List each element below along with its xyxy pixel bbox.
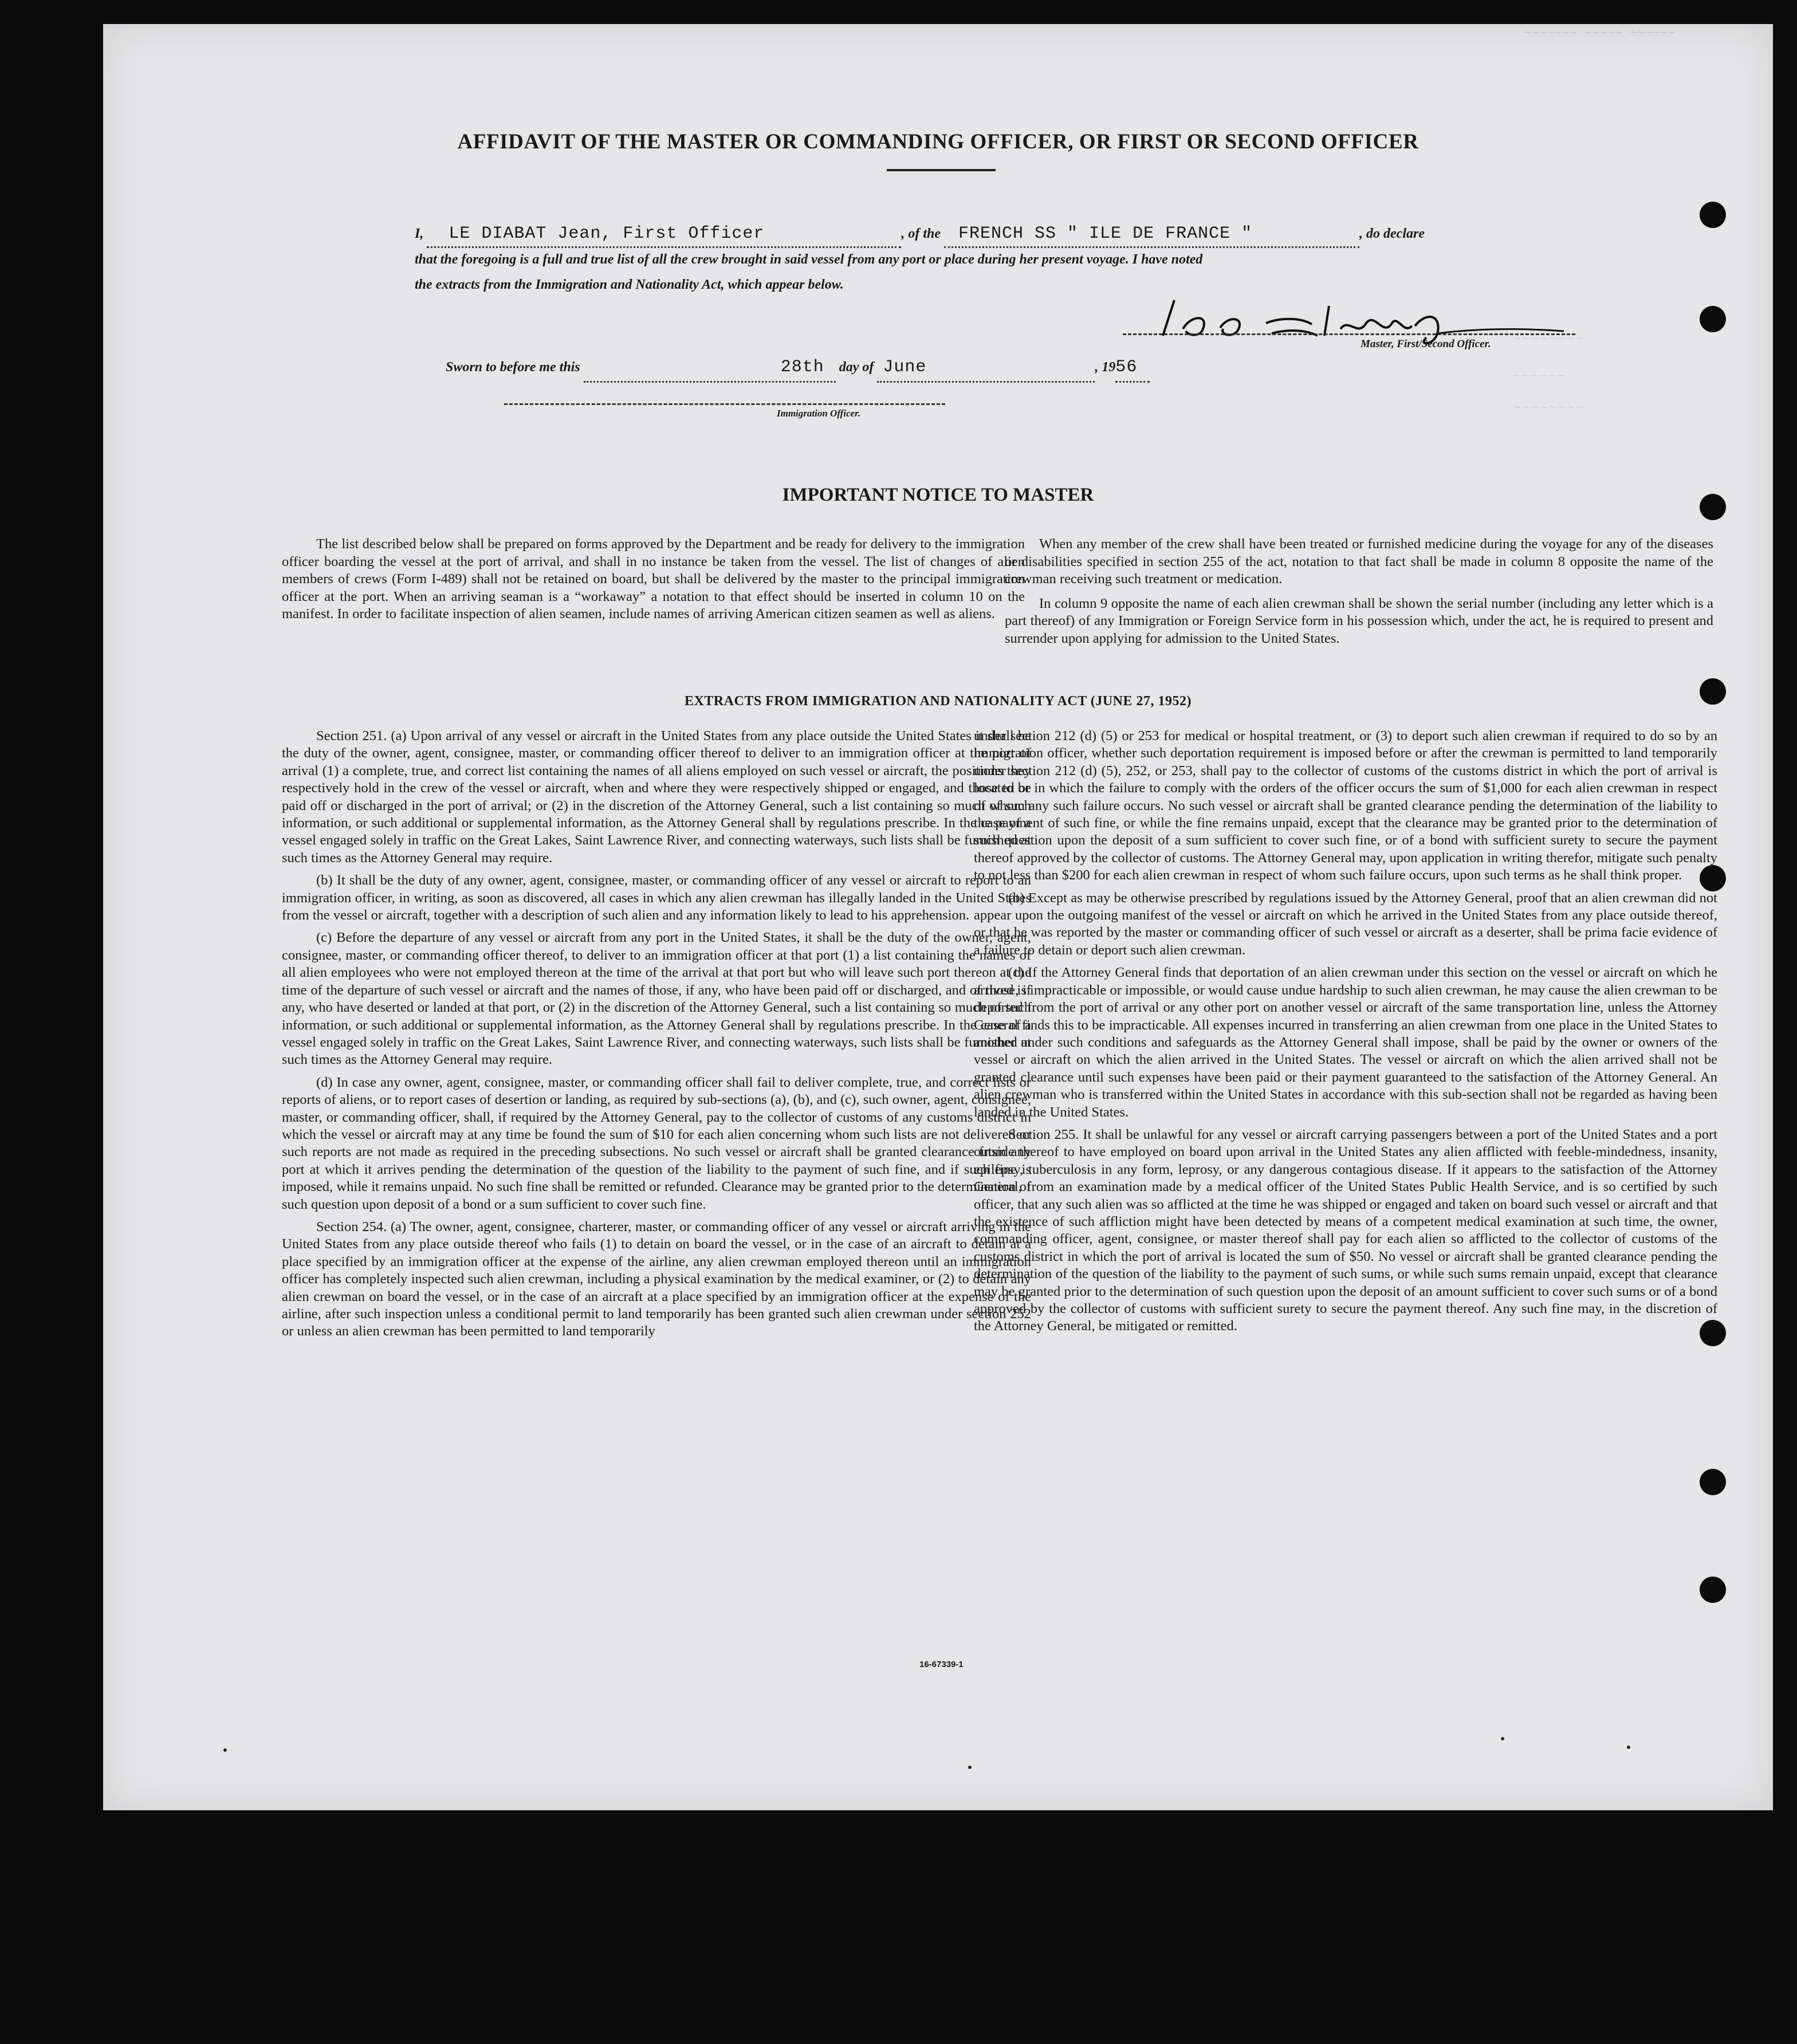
extract-paragraph: (c) If the Attorney General finds that deportation of an alien crewman under this section on the vessel or aircraft on which he arrived is impracticable or impossible, or would cause undue hardship to such alien crewman, he may cause the alien crewman to be deported from the port of arrival or any other port on another vessel or aircraft of the same transportation line, unless the Attorney General finds this to be impracticable. All expenses incurred in transferring an alien crewman from one place in the United States to another under such conditions and safeguards as the Attorney General shall impose, shall be paid by the owner or owners of the vessel or aircraft on which the alien arrived in the United States. The vessel or aircraft on which the alien arrived shall not be granted clearance until such expenses have been paid or their payment guaranteed to the satisfaction of the Attorney General. An alien crewman who is transferred within the United States in accordance with this sub-section shall not be regarded as having been landed in the United States. (974, 965, 1717, 1120)
speck (1501, 1737, 1504, 1740)
bleed-through-text: ~~~~~~~~ (1512, 399, 1584, 416)
notice-paragraph: In column 9 opposite the name of each alien crewman shall be shown the serial number (including any letter which is a part thereof) of any Immigration or Foreign Service form in his possession which, under the act, he is required to present and surrender upon applying for admission to the United States. (1005, 595, 1713, 646)
officer-title-label: Master, First/Second Officer. (1360, 338, 1491, 350)
immigration-officer-label: Immigration Officer. (777, 408, 861, 419)
extracts-left-column (282, 728, 1031, 1341)
bleed-through-text: ~~~~~~ (1512, 368, 1566, 385)
signature-line (1123, 333, 1575, 335)
extract-paragraph: (d) In case any owner, agent, consignee, master, or commanding officer shall fail to deliver complete, true, and correct lists or reports of aliens, or to report cases of desertion or landing, as required by sub-sections (a), (b), and (c), such owner, agent, consignee, master, or commanding officer, shall, if required by the Attorney General, pay to the collector of customs of any customs district in which the vessel or aircraft may at any time be found the sum of $10 for each alien concerning whom such lists are not delivered or such reports are not made as required in the preceding subsections. No such vessel or aircraft shall be granted clearance from any port at which it arrives pending the determination of the question of the liability to the payment of such fine, and if such fine is imposed, while it remains unpaid. No such fine shall be remitted or refunded. Clearance may be granted prior to the determination of such question upon deposit of a bond or a sum sufficient to cover such fine. (282, 1074, 1031, 1212)
extract-paragraph: under section 212 (d) (5) or 253 for medical or hospital treatment, or (3) to deport such alien crewman if required to do so by an immigration officer, whether such deportation requirement is imposed before or after the crewman is permitted to land temporarily under section 212 (d) (5), 252, or 253, shall pay to the collector of customs of the customs district in which the port of arrival is located or in which the failure to comply with the orders of the officer occurs the sum of $1,000 for each alien crewman in respect of whom any such failure occurs. No such vessel or aircraft shall be granted clearance pending the determination of the liability to the payment of such fine, or while the fine remains unpaid, except that the clearance may be granted prior to the determination of such question upon the deposit of a sum sufficient to cover such fine, or of a bond with sufficient surety to secure the payment thereof approved by the collector of customs. The Attorney General may, upon application in writing therefor, mitigate such penalty to not less than $200 for each alien crewman in respect of whom such failure occurs, upon such terms as he shall think proper. (974, 728, 1717, 883)
bleed-through-text: ~~~~~~~~ (1512, 331, 1584, 348)
punch-hole (1700, 202, 1726, 228)
speck (968, 1766, 972, 1769)
speck (1627, 1746, 1630, 1749)
sworn-prefix: Sworn to before me this (446, 360, 580, 375)
vessel-name-value: FRENCH SS " ILE DE FRANCE " (958, 224, 1253, 243)
document-page (103, 24, 1773, 1810)
notice-paragraph: The list described below shall be prepared on forms approved by the Department and be ready for delivery to the immigration officer boarding the vessel at the port of arrival, and shall in no instance be taken from the vessel. The list of changes of alien members of crews (Form I-489) shall not be retained on board, but shall be delivered by the master to the principal immigration officer at the port. When an arriving seaman is a “workaway” a notation to that effect should be inserted in column 10 on the manifest. In order to facilitate inspection of alien seamen, include names of arriving American citizen seamen as well as aliens. (282, 536, 1025, 622)
sworn-month-value: June (883, 357, 927, 377)
affidavit-title: AFFIDAVIT OF THE MASTER OR COMMANDING OFFICER, OR FIRST OR SECOND OFFICER (457, 130, 1419, 154)
officer-signature (1128, 283, 1575, 346)
year-prefix-label: , 19 (1095, 360, 1116, 375)
of-the-label: , of the (901, 226, 941, 241)
immigration-officer-line (504, 403, 945, 405)
extract-paragraph: Section 251. (a) Upon arrival of any vessel or aircraft in the United States from any place outside the United States it shall be the duty of the owner, agent, consignee, master, or commanding officer thereof to deliver to an immigration officer at the port of arrival (1) a complete, true, and correct list containing the names of all aliens employed on such vessel or aircraft, the positions they respectively hold in the crew of the vessel or aircraft, when and where they were respectively shipped or engaged, and those to be paid off or discharged in the port of arrival; or (2) in the discretion of the Attorney General, such a list containing so much of such information, or such additional or supplemental information, as the Attorney General shall by regulations prescribe. In the case of a vessel engaged solely in traffic on the Great Lakes, Saint Lawrence River, and connecting waterways, such lists shall be furnished at such times as the Attorney General may require. (282, 728, 1031, 866)
sworn-day-field (584, 353, 836, 383)
declaration-line-1 (415, 222, 1583, 248)
extracts-right-column (974, 728, 1717, 1335)
sworn-year-value: 56 (1115, 357, 1138, 377)
sworn-month-field (877, 353, 1095, 383)
punch-hole (1700, 1577, 1726, 1603)
extracts-heading: EXTRACTS FROM IMMIGRATION AND NATIONALITY ACT (JUNE 27, 1952) (685, 694, 1192, 709)
do-declare-label: , do declare (1359, 226, 1425, 241)
declaration-line-3: the extracts from the Immigration and Nationality Act, which appear below. (415, 277, 844, 292)
extract-paragraph: (c) Before the departure of any vessel or aircraft from any port in the United States, it shall be the duty of the owner, agent, consignee, master, or commanding officer thereof, to deliver to an immigration officer at that port (1) a list containing the names of all alien employees who were not employed thereon at the time of the arrival at that port but who will leave such port thereon at the time of the departure of such vessel or aircraft and the names of those, if any, who have been paid off or discharged, and of those, if any, who have deserted or landed at that port, or (2) in the discretion of the Attorney General, such a list containing so much of such information, or such additional or supplemental information, as the Attorney General shall by regulations prescribe. In the case of a vessel engaged solely in traffic on the Great Lakes, Saint Lawrence River, and connecting waterways, such lists shall be furnished at such times as the Attorney General may require. (282, 930, 1031, 1068)
form-number: 16-67339-1 (919, 1660, 964, 1669)
vessel-name-field (944, 222, 1359, 248)
punch-hole (1700, 1469, 1726, 1495)
notice-right-column (1005, 536, 1713, 648)
extract-paragraph: Section 254. (a) The owner, agent, consignee, charterer, master, or commanding officer of any vessel or aircraft arriving in the United States from any place outside thereof who fails (1) to detain on board the vessel, or in the case of an aircraft to detain at a place specified by an immigration officer at the expense of the airline, any alien crewman employed thereon until an immigration officer has completely inspected such alien crewman, including a physical examination by the medical examiner, or (2) to detain any alien crewman on board the vessel, or in the case of an aircraft at a place specified by an immigration officer at the expense of the airline, after such inspection unless a conditional permit to land temporarily has been granted such alien crewman under section 252 or unless an alien crewman has been permitted to land temporarily (282, 1218, 1031, 1339)
officer-name-value: LE DIABAT Jean, First Officer (449, 224, 765, 243)
sworn-line (446, 353, 1150, 383)
sworn-day-value: 28th (780, 357, 824, 377)
extract-paragraph: (b) Except as may be otherwise prescribed by regulations issued by the Attorney General, proof that an alien crewman did not appear upon the outgoing manifest of the vessel or aircraft on which he arrived in the United States from any place outside thereof, or that he was reported by the master or commanding officer of such vessel or aircraft as a deserter, shall be prima facie evidence of a failure to detain or deport such alien crewman. (974, 890, 1717, 958)
extract-paragraph: (b) It shall be the duty of any owner, agent, consignee, master, or commanding officer of any vessel or aircraft to report to an immigration officer, in writing, as soon as discovered, all cases in which any alien crewman has illegally landed in the United States from the vessel or aircraft, together with a description of such alien and any information likely to lead to his apprehension. (282, 872, 1031, 923)
sworn-year-field (1115, 353, 1150, 383)
day-of-label: day of (839, 360, 874, 375)
bleed-through-text: ~~~~~~~ ~~~~~ ~~~~~~ (1524, 26, 1676, 41)
extract-paragraph: Section 255. It shall be unlawful for any vessel or aircraft carrying passengers between a port of the United States and a port outside thereof to have employed on board upon arrival in the United States any alien afflicted with feeble-mindedness, insanity, epilepsy, tuberculosis in any form, leprosy, or any dangerous contagious disease. If it appears to the satisfaction of the Attorney General, from an examination made by a medical officer of the United States Public Health Service, and is so certified by such officer, that any such alien was so afflicted at the time he was shipped or engaged and taken on board such vessel or aircraft and that the existence of such affliction might have been detected by means of a competent medical examination at such time, the owner, commanding officer, agent, consignee, or master thereof shall pay for each alien so afflicted to the collector of customs of the customs district in which the port of arrival is located the sum of $50. No vessel or aircraft shall be granted clearance pending the determination of the question of the liability to the payment of such sums, or while such sums remain unpaid, except that clearance may be granted prior to the determination of such question upon the deposit of an amount sufficient to cover such sums or of a bond approved by the collector of customs with sufficient surety to secure the payment thereof. Any such fine may, in the discretion of the Attorney General, be mitigated or remitted. (974, 1126, 1717, 1334)
notice-paragraph: When any member of the crew shall have been treated or furnished medicine during the voyage for any of the diseases or disabilities specified in section 255 of the act, notation to that fact shall be made in column 8 opposite the name of the crewman receiving such treatment or medication. (1005, 536, 1713, 587)
title-rule (887, 169, 996, 171)
punch-hole (1700, 306, 1726, 332)
notice-left-column (282, 536, 1025, 623)
declaration-prefix: I, (415, 226, 424, 241)
notice-heading: IMPORTANT NOTICE TO MASTER (782, 485, 1094, 505)
officer-name-field (427, 222, 901, 248)
speck (223, 1748, 227, 1752)
declaration-line-2: that the foregoing is a full and true list of all the crew brought in said vessel from any port or place during her present voyage. I have noted (415, 252, 1203, 267)
